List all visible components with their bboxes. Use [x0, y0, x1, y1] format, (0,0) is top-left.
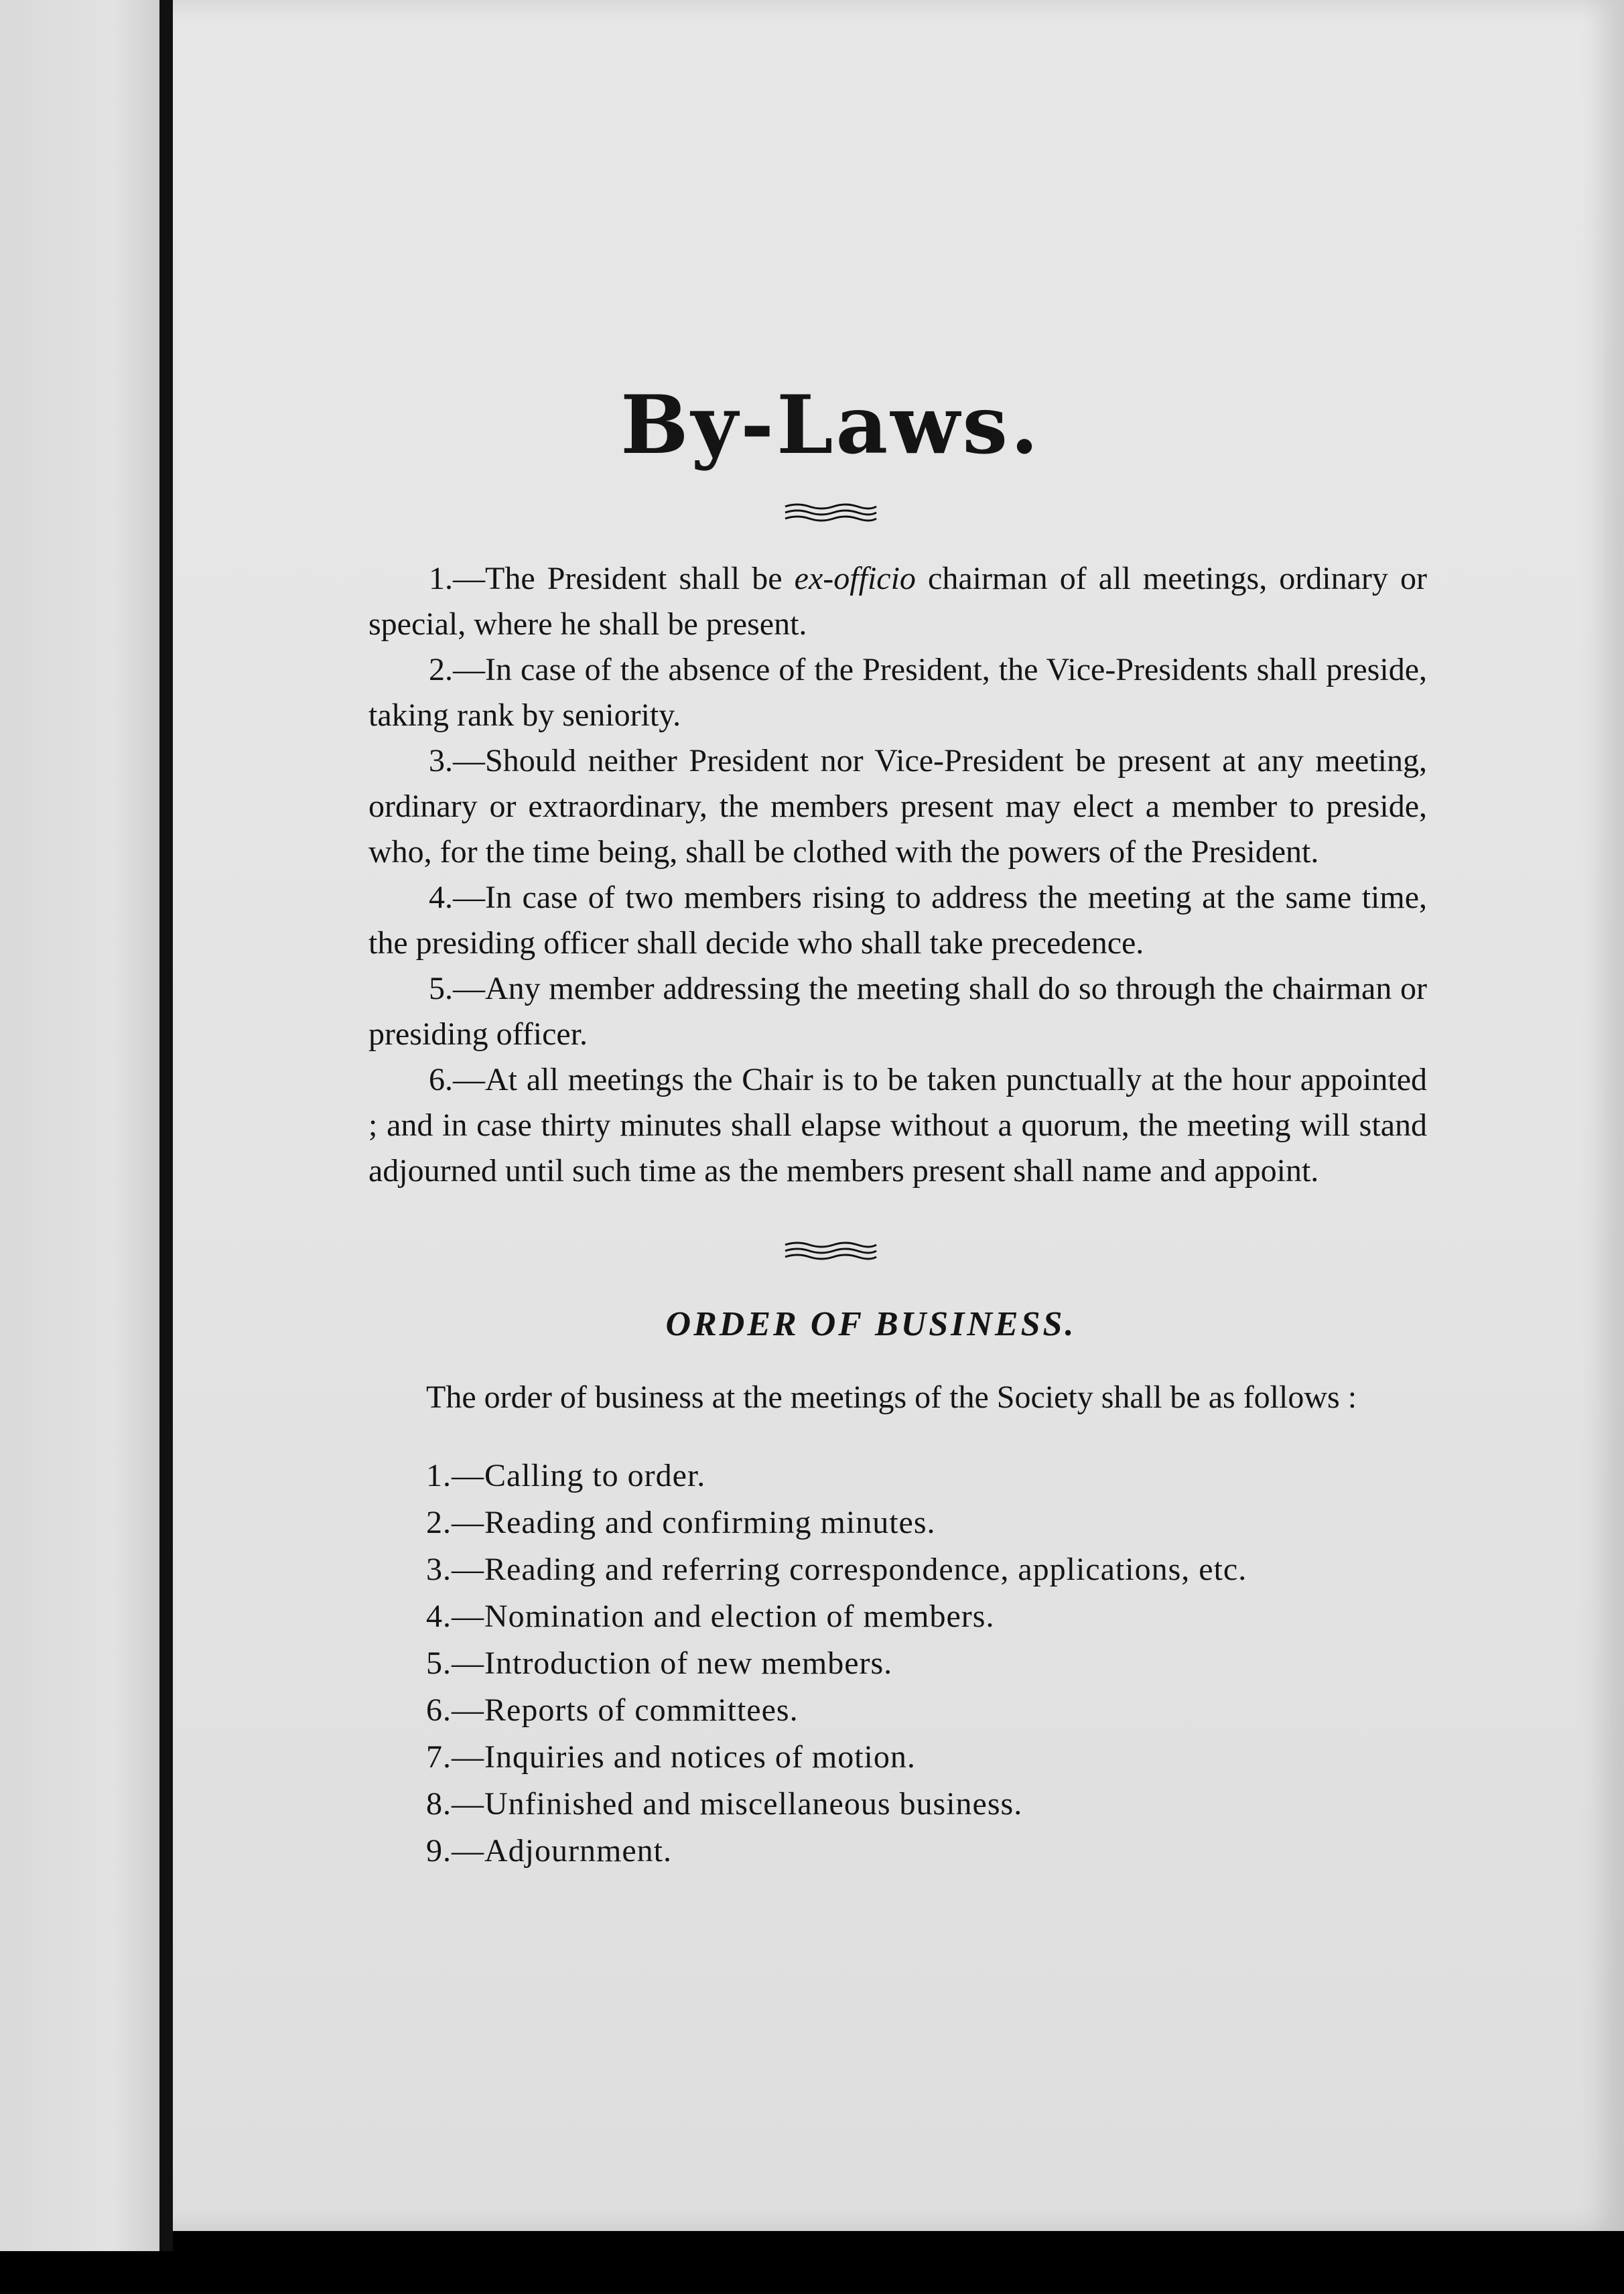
order-of-business-list [201, 1453, 1461, 1875]
facing-page-edge [0, 0, 161, 2251]
bylaw-item: 1.—The President shall be ex-officio chairman of all meetings, ordinary or special, where he shall be present. [368, 561, 1427, 642]
page-title: By-Laws. [620, 378, 1041, 472]
list-item: 8.—Unfinished and miscellaneous business. [426, 1786, 1023, 1822]
list-item: 4.—Nomination and election of members. [426, 1599, 995, 1634]
list-item: 3.—Reading and referring correspondence, applications, etc. [426, 1552, 1247, 1587]
order-of-business-heading: ORDER OF BUSINESS. [665, 1305, 1077, 1343]
wave-ornament-icon [784, 1241, 878, 1261]
list-item: 9.—Adjournment. [426, 1833, 672, 1869]
bylaw-item: 6.—At all meetings the Chair is to be taken punctually at the hour appointed ; and in case thirty minutes shall elapse without a quorum, the meeting will stand adjourned until such time as the members present shall name and appoint. [368, 1062, 1427, 1189]
list-item: 7.—Inquiries and notices of motion. [426, 1739, 916, 1775]
wave-ornament-icon [784, 502, 878, 523]
bylaw-item: 5.—Any member addressing the meeting shall do so through the chairman or presiding officer. [368, 971, 1427, 1052]
bylaw-item: 4.—In case of two members rising to address the meeting at the same time, the presiding officer shall decide who shall take precedence. [368, 880, 1427, 961]
list-item: 1.—Calling to order. [426, 1458, 706, 1493]
binding-spine [159, 0, 173, 2251]
order-intro: The order of business at the meetings of the Society shall be as follows : [426, 1379, 1357, 1415]
list-item: 5.—Introduction of new members. [426, 1645, 893, 1681]
page-content [201, 375, 1461, 1875]
list-item: 2.—Reading and confirming minutes. [426, 1505, 936, 1540]
bylaws-list [201, 556, 1427, 1194]
bylaw-item: 3.—Should neither President nor Vice-President be present at any meeting, ordinary or extraordinary, the members present may elect a member to preside, who, for the time being, shall be clothed with the powers of the President. [368, 743, 1427, 870]
list-item: 6.—Reports of committees. [426, 1692, 799, 1728]
bylaw-item: 2.—In case of the absence of the President, the Vice-Presidents shall preside, taking rank by seniority. [368, 652, 1427, 733]
